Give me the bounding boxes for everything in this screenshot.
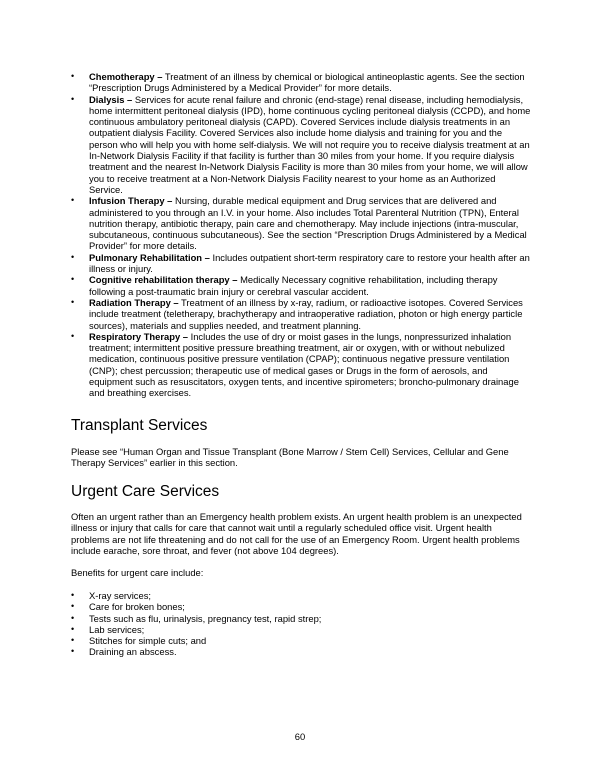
service-term: Cognitive rehabilitation therapy – — [89, 274, 238, 286]
list-item — [71, 71, 531, 94]
service-term: Pulmonary Rehabilitation – — [89, 251, 210, 263]
list-item — [71, 94, 531, 196]
service-term: Dialysis – — [89, 93, 133, 105]
list-item — [71, 331, 531, 399]
list-item — [71, 297, 531, 331]
service-term: Respiratory Therapy – — [89, 330, 188, 342]
list-item: • X-ray services; — [71, 590, 531, 601]
service-description: Includes the use of dry or moist gases in the lungs, nonpressurized inhalation treatment; intermittent positive pressure breathing treatment, air or oxygen, with or without nebulized medication, continuous positive pressure ventilation (CPAP); continuous negative pressure ventilation (CNP); chest percussion; therapeutic use of medical gases or Drugs in the form of aerosols, and equipment such as resuscitators, oxygen tents, and incentive spirometers; broncho-pulmonary drainage and breathing exercises. — [89, 330, 519, 399]
list-item: • Care for broken bones; — [71, 601, 531, 612]
urgent-care-benefits-list — [71, 590, 531, 658]
transplant-services-heading: Transplant Services — [71, 417, 208, 434]
list-item: • Stitches for simple cuts; and — [71, 635, 531, 646]
service-description: Treatment of an illness by chemical or biological antineoplastic agents. See the section “Prescription Drugs Administered by a Medical Provider” for more details. — [89, 71, 525, 94]
urgent-care-benefits-intro: Benefits for urgent care include: — [71, 567, 204, 578]
page-number: 60 — [294, 731, 306, 742]
list-item: • Draining an abscess. — [71, 646, 531, 657]
list-item: • Lab services; — [71, 624, 531, 635]
service-description: Services for acute renal failure and chronic (end-stage) renal disease, including hemodialysis, home intermittent peritoneal dialysis (IPD), home continuous cycling peritoneal dialysis (CCPD), and home continuous ambulatory peritoneal dialysis (CAPD). Covered Services include dialysis treatments in an outpatient dialysis Facility. Covered Services also include home dialysis and training for you and the person who will help you with home self-dialysis. We will not require you to receive dialysis treatment at an In-Network Dialysis Facility if that facility is further than 30 miles from your home. If you require dialysis treatment and the nearest In-Network Dialysis Facility is more than 30 miles from your home, we will allow you to receive treatment at a Non-Network Dialysis Facility nearest to your home as an Authorized Service. — [89, 93, 531, 195]
urgent-care-heading: Urgent Care Services — [71, 483, 220, 500]
list-item — [71, 252, 531, 275]
service-description: Medically Necessary cognitive rehabilitation, including therapy following a post-traumatic brain injury or cerebral vascular accident. — [89, 274, 498, 297]
urgent-care-paragraph: Often an urgent rather than an Emergency health problem exists. An urgent health problem is an unexpected illness or injury that calls for care that cannot wait until a regularly scheduled office visit. Urgent health problems are not life threatening and do not call for the use of an Emergency Room. Urgent health problems include earache, sore throat, and fever (not above 104 degrees). — [71, 511, 522, 556]
list-item: • Tests such as flu, urinalysis, pregnancy test, rapid strep; — [71, 613, 531, 624]
service-description: Nursing, durable medical equipment and Drug services that are delivered and administered to you through an I.V. in your home. Also includes Total Parenteral Nutrition (TPN), Enteral nutrition therapy, antibiotic therapy, pain care and chemotherapy. May include injections (intra-muscular, subcutaneous, continuous subcutaneous). See the section “Prescription Drugs Administered by a Medical Provider” for more details. — [89, 195, 527, 252]
service-term: Radiation Therapy – — [89, 296, 179, 308]
list-item — [71, 195, 531, 251]
service-description: Treatment of an illness by x-ray, radium, or radioactive isotopes. Covered Services include treatment (teletherapy, brachytherapy and intraoperative radiation, photon or high energy particle sources), materials and supplies needed, and treatment planning. — [89, 296, 523, 331]
list-item — [71, 274, 531, 297]
transplant-services-paragraph: Please see “Human Organ and Tissue Transplant (Bone Marrow / Stem Cell) Services, Cellular and Gene Therapy Services” earlier in this section. — [71, 446, 509, 469]
service-term: Chemotherapy – — [89, 71, 163, 82]
service-term: Infusion Therapy – — [89, 195, 173, 207]
service-description: Includes outpatient short-term respiratory care to restore your health after an illness or injury. — [89, 251, 530, 275]
covered-services-list — [71, 71, 531, 399]
